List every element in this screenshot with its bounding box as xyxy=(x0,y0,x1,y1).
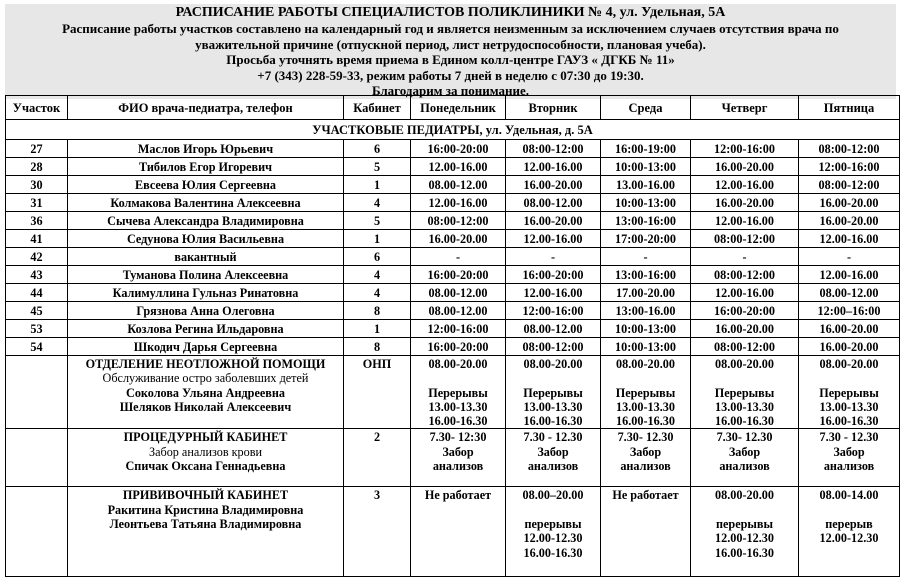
onp-break-2: 16.00-16.30 xyxy=(523,414,583,429)
onp-hours: 08.00-20.00 xyxy=(523,357,583,371)
friday-hours-cell: 16.00-20.00 xyxy=(799,194,900,212)
uchastok-cell: 43 xyxy=(6,266,68,284)
cabinet-cell: 1 xyxy=(344,320,411,338)
friday-hours-cell: 12.00-16.00 xyxy=(799,266,900,284)
uchastok-cell: 36 xyxy=(6,212,68,230)
vacc-title: ПРИВИВОЧНЫЙ КАБИНЕТ xyxy=(122,488,289,503)
thursday-hours-cell: 16.00-20.00 xyxy=(691,158,799,176)
monday-hours-cell: 08.00-12.00 xyxy=(411,284,506,302)
proc-day xyxy=(691,429,799,487)
col-cabinet: Кабинет xyxy=(344,96,411,120)
onp-break-1: 13.00-13.30 xyxy=(616,399,675,414)
onp-day xyxy=(506,356,601,429)
vacc-wed-status: Не работает xyxy=(612,488,679,503)
proc-note-1: Забор xyxy=(728,444,761,459)
thursday-hours-cell: 08:00-12:00 xyxy=(691,338,799,356)
thursday-hours-cell: 12.00-16.00 xyxy=(691,212,799,230)
proc-note-2: анализов xyxy=(620,459,671,474)
col-monday: Понедельник xyxy=(411,96,506,120)
monday-hours-cell: 12:00-16:00 xyxy=(411,320,506,338)
monday-hours-cell: 16:00-20:00 xyxy=(411,266,506,284)
thursday-hours-cell: 16:00-20:00 xyxy=(691,302,799,320)
schedule-row xyxy=(6,284,900,302)
proc-note-1: Забор xyxy=(629,444,662,459)
uchastok-cell: 44 xyxy=(6,284,68,302)
schedule-row xyxy=(6,230,900,248)
doctor-name-cell: Козлова Регина Ильдаровна xyxy=(68,320,344,338)
tuesday-hours-cell: 16.00-20.00 xyxy=(506,212,601,230)
onp-day xyxy=(799,356,900,429)
friday-hours-cell: 08.00-12.00 xyxy=(799,284,900,302)
vacc-monday xyxy=(411,487,506,577)
onp-day xyxy=(691,356,799,429)
tuesday-hours-cell: 08.00-12.00 xyxy=(506,194,601,212)
cabinet-cell: 6 xyxy=(344,248,411,266)
thursday-hours-cell: - xyxy=(691,248,799,266)
friday-hours-cell: - xyxy=(799,248,900,266)
schedule-row xyxy=(6,140,900,158)
vacc-info xyxy=(68,487,344,577)
proc-cabinet: 2 xyxy=(344,429,411,487)
col-uchastok: Участок xyxy=(6,96,68,120)
cabinet-cell: 5 xyxy=(344,212,411,230)
proc-note-1: Забор xyxy=(833,444,865,459)
cabinet-cell: 1 xyxy=(344,176,411,194)
proc-hours: 7.30- 12.30 xyxy=(716,430,773,445)
page-title: РАСПИСАНИЕ РАБОТЫ СПЕЦИАЛИСТОВ ПОЛИКЛИНИКИ № 4, ул. Удельная, 5А xyxy=(175,5,726,20)
section-title: УЧАСТКОВЫЕ ПЕДИАТРЫ, ул. Удельная, д. 5А xyxy=(6,120,900,140)
schedule-header xyxy=(5,4,896,99)
proc-note-1: Забор xyxy=(537,444,569,459)
monday-hours-cell: 12.00-16.00 xyxy=(411,194,506,212)
vacc-row xyxy=(6,487,900,577)
onp-hours: 08.00-20.00 xyxy=(715,357,774,371)
proc-hours: 7.30- 12:30 xyxy=(429,430,487,445)
thursday-hours-cell: 12:00-16:00 xyxy=(691,140,799,158)
onp-break-title: Перерывы xyxy=(615,385,676,400)
onp-cabinet: ОНП xyxy=(344,356,411,429)
wednesday-hours-cell: - xyxy=(601,248,691,266)
monday-hours-cell: 16:00-20:00 xyxy=(411,140,506,158)
vacc-wednesday xyxy=(601,487,691,577)
friday-hours-cell: 16.00-20.00 xyxy=(799,212,900,230)
cabinet-cell: 8 xyxy=(344,338,411,356)
doctor-name-cell: Шкодич Дарья Сергеевна xyxy=(68,338,344,356)
doctor-name-cell: Сычева Александра Владимировна xyxy=(68,212,344,230)
vacc-staff-1: Ракитина Кристина Владимировна xyxy=(107,502,304,517)
onp-break-title: Перерывы xyxy=(523,385,583,400)
header-line-3: Просьба уточнять время приема в Едином колл-центре ГАУЗ « ДГКБ № 11» xyxy=(226,52,675,67)
cabinet-cell: 8 xyxy=(344,302,411,320)
doctor-name-cell: Евсеева Юлия Сергеевна xyxy=(68,176,344,194)
proc-day xyxy=(799,429,900,487)
proc-note-2: анализов xyxy=(823,459,875,474)
wednesday-hours-cell: 17:00-20:00 xyxy=(601,230,691,248)
schedule-row xyxy=(6,248,900,266)
vacc-friday xyxy=(799,487,900,577)
header-line-2: уважительной причине (отпускной период, лист нетрудоспособности, плановая учеба). xyxy=(195,36,706,52)
uchastok-cell: 28 xyxy=(6,158,68,176)
wednesday-hours-cell: 10:00-13:00 xyxy=(601,194,691,212)
uchastok-cell: 41 xyxy=(6,230,68,248)
doctor-name-cell: вакантный xyxy=(68,248,344,266)
onp-uchastok xyxy=(6,356,68,429)
cabinet-cell: 4 xyxy=(344,194,411,212)
proc-note-2: анализов xyxy=(527,459,579,474)
thursday-hours-cell: 08:00-12:00 xyxy=(691,230,799,248)
thursday-hours-cell: 08:00-12:00 xyxy=(691,266,799,284)
uchastok-cell: 27 xyxy=(6,140,68,158)
wednesday-hours-cell: 13:00-16.00 xyxy=(601,302,691,320)
onp-break-title: Перерывы xyxy=(819,385,879,400)
header-line-1: Расписание работы участков составлено на календарный год и является неизменным за исключением случаев отсутствия врача по xyxy=(62,21,839,36)
friday-hours-cell: 12:00–16:00 xyxy=(799,302,900,320)
onp-break-2: 16.00-16.30 xyxy=(819,414,879,429)
uchastok-cell: 54 xyxy=(6,338,68,356)
onp-day xyxy=(411,356,506,429)
vacc-uchastok xyxy=(6,487,68,577)
onp-hours: 08.00-20.00 xyxy=(428,357,488,371)
doctor-name-cell: Седунова Юлия Васильевна xyxy=(68,230,344,248)
onp-hours: 08.00-20.00 xyxy=(616,357,675,371)
tuesday-hours-cell: 08:00-12:00 xyxy=(506,140,601,158)
thursday-hours-cell: 16.00-20.00 xyxy=(691,320,799,338)
proc-hours: 7.30 - 12.30 xyxy=(523,430,583,445)
onp-break-1: 13.00-13.30 xyxy=(428,399,488,414)
friday-hours-cell: 08:00-12:00 xyxy=(799,140,900,158)
uchastok-cell: 53 xyxy=(6,320,68,338)
thursday-hours-cell: 16.00-20.00 xyxy=(691,194,799,212)
schedule-row xyxy=(6,176,900,194)
onp-row xyxy=(6,356,900,429)
wednesday-hours-cell: 13:00-16:00 xyxy=(601,212,691,230)
cabinet-cell: 4 xyxy=(344,266,411,284)
schedule-row xyxy=(6,158,900,176)
uchastok-cell: 42 xyxy=(6,248,68,266)
onp-break-2: 16.00-16.30 xyxy=(428,414,488,429)
vacc-tue-break-1: 12.00-12.30 xyxy=(523,531,583,546)
friday-hours-cell: 12:00-16:00 xyxy=(799,158,900,176)
monday-hours-cell: 08:00-12:00 xyxy=(411,212,506,230)
header-line-5: Благодарим за понимание. xyxy=(371,83,530,98)
cabinet-cell: 1 xyxy=(344,230,411,248)
onp-break-1: 13.00-13.30 xyxy=(819,399,879,414)
proc-subtitle: Забор анализов крови xyxy=(148,444,263,459)
friday-hours-cell: 16.00-20.00 xyxy=(799,338,900,356)
tuesday-hours-cell: 12.00-16.00 xyxy=(506,284,601,302)
onp-title: ОТДЕЛЕНИЕ НЕОТЛОЖНОЙ ПОМОЩИ xyxy=(85,357,326,371)
cabinet-cell: 5 xyxy=(344,158,411,176)
doctor-name-cell: Грязнова Анна Олеговна xyxy=(68,302,344,320)
onp-break-title: Перерывы xyxy=(428,385,488,400)
uchastok-cell: 30 xyxy=(6,176,68,194)
col-thursday: Четверг xyxy=(691,96,799,120)
proc-hours: 7.30 - 12.30 xyxy=(819,430,879,445)
vacc-staff-2: Леонтьева Татьяна Владимировна xyxy=(109,517,302,532)
proc-day xyxy=(506,429,601,487)
wednesday-hours-cell: 10:00-13:00 xyxy=(601,320,691,338)
onp-subtitle: Обслуживание остро заболевших детей xyxy=(102,371,309,386)
col-tuesday: Вторник xyxy=(506,96,601,120)
proc-row xyxy=(6,429,900,487)
friday-hours-cell: 08:00-12:00 xyxy=(799,176,900,194)
vacc-thursday xyxy=(691,487,799,577)
vacc-fri-hours: 08.00-14.00 xyxy=(819,488,879,503)
onp-hours: 08.00-20.00 xyxy=(819,357,879,371)
monday-hours-cell: 12.00-16.00 xyxy=(411,158,506,176)
schedule-row xyxy=(6,212,900,230)
schedule-row xyxy=(6,320,900,338)
proc-note-2: анализов xyxy=(719,459,770,474)
wednesday-hours-cell: 13.00-16.00 xyxy=(601,176,691,194)
schedule-row xyxy=(6,338,900,356)
tuesday-hours-cell: 12:00-16:00 xyxy=(506,302,601,320)
doctor-name-cell: Калимуллина Гульназ Ринатовна xyxy=(68,284,344,302)
onp-info xyxy=(68,356,344,429)
monday-hours-cell: 16.00-20.00 xyxy=(411,230,506,248)
header-line-4: +7 (343) 228-59-33, режим работы 7 дней в неделю с 07:30 до 19:30. xyxy=(257,67,644,83)
schedule-row xyxy=(6,194,900,212)
proc-note-1: Забор xyxy=(442,444,474,459)
tuesday-hours-cell: 12.00-16.00 xyxy=(506,158,601,176)
proc-info xyxy=(68,429,344,487)
vacc-mon-status: Не работает xyxy=(424,488,492,503)
vacc-tue-hours: 08.00–20.00 xyxy=(522,488,584,503)
onp-break-2: 16.00-16.30 xyxy=(715,414,774,429)
vacc-thu-break-2: 16.00-16.30 xyxy=(715,545,774,560)
thursday-hours-cell: 12.00-16.00 xyxy=(691,284,799,302)
proc-day xyxy=(411,429,506,487)
onp-break-1: 13.00-13.30 xyxy=(715,399,774,414)
vacc-thu-break-1: 12.00-12.30 xyxy=(715,531,774,546)
wednesday-hours-cell: 13:00-16:00 xyxy=(601,266,691,284)
schedule-row xyxy=(6,302,900,320)
cabinet-cell: 6 xyxy=(344,140,411,158)
col-wednesday: Среда xyxy=(601,96,691,120)
doctor-name-cell: Колмакова Валентина Алексеевна xyxy=(68,194,344,212)
proc-staff-1: Спичак Оксана Геннадьевна xyxy=(125,459,286,474)
onp-staff-2: Шеляков Николай Алексеевич xyxy=(119,399,292,414)
wednesday-hours-cell: 10:00-13:00 xyxy=(601,158,691,176)
onp-staff-1: Соколова Ульяна Андреевна xyxy=(126,385,285,400)
uchastok-cell: 45 xyxy=(6,302,68,320)
vacc-thu-hours: 08.00-20.00 xyxy=(715,488,774,503)
monday-hours-cell: 08.00-12.00 xyxy=(411,302,506,320)
onp-break-title: Перерывы xyxy=(714,385,775,400)
friday-hours-cell: 12.00-16.00 xyxy=(799,230,900,248)
wednesday-hours-cell: 10:00-13:00 xyxy=(601,338,691,356)
tuesday-hours-cell: 12.00-16.00 xyxy=(506,230,601,248)
proc-uchastok xyxy=(6,429,68,487)
doctor-name-cell: Туманова Полина Алексеевна xyxy=(68,266,344,284)
monday-hours-cell: 16:00-20:00 xyxy=(411,338,506,356)
wednesday-hours-cell: 16:00-19:00 xyxy=(601,140,691,158)
vacc-tue-break-title: перерывы xyxy=(524,517,582,532)
section-row xyxy=(6,120,900,140)
onp-break-1: 13.00-13.30 xyxy=(523,399,583,414)
doctor-name-cell: Маслов Игорь Юрьевич xyxy=(68,140,344,158)
thursday-hours-cell: 12.00-16.00 xyxy=(691,176,799,194)
onp-day xyxy=(601,356,691,429)
vacc-fri-break-1: 12.00-12.30 xyxy=(819,531,879,546)
col-doctor: ФИО врача-педиатра, телефон xyxy=(68,96,344,120)
cabinet-cell: 4 xyxy=(344,284,411,302)
col-friday: Пятница xyxy=(799,96,900,120)
proc-title: ПРОЦЕДУРНЫЙ КАБИНЕТ xyxy=(123,430,288,445)
wednesday-hours-cell: 17.00-20.00 xyxy=(601,284,691,302)
tuesday-hours-cell: 08:00-12:00 xyxy=(506,338,601,356)
proc-day xyxy=(601,429,691,487)
tuesday-hours-cell: 08.00-12.00 xyxy=(506,320,601,338)
tuesday-hours-cell: 16:00-20:00 xyxy=(506,266,601,284)
vacc-fri-break-title: перерыв xyxy=(825,517,873,532)
vacc-cabinet: 3 xyxy=(344,487,411,577)
schedule-row xyxy=(6,266,900,284)
uchastok-cell: 31 xyxy=(6,194,68,212)
tuesday-hours-cell: 16.00-20.00 xyxy=(506,176,601,194)
monday-hours-cell: - xyxy=(411,248,506,266)
proc-note-2: анализов xyxy=(432,459,484,474)
doctor-name-cell: Тибилов Егор Игоревич xyxy=(68,158,344,176)
proc-hours: 7.30- 12.30 xyxy=(617,430,674,445)
friday-hours-cell: 16.00-20.00 xyxy=(799,320,900,338)
vacc-tuesday xyxy=(506,487,601,577)
column-header-row xyxy=(6,96,900,120)
schedule-table xyxy=(5,95,900,577)
vacc-thu-break-title: перерывы xyxy=(715,517,773,532)
monday-hours-cell: 08.00-12.00 xyxy=(411,176,506,194)
onp-break-2: 16.00-16.30 xyxy=(616,414,675,429)
tuesday-hours-cell: - xyxy=(506,248,601,266)
vacc-tue-break-2: 16.00-16.30 xyxy=(523,545,583,560)
